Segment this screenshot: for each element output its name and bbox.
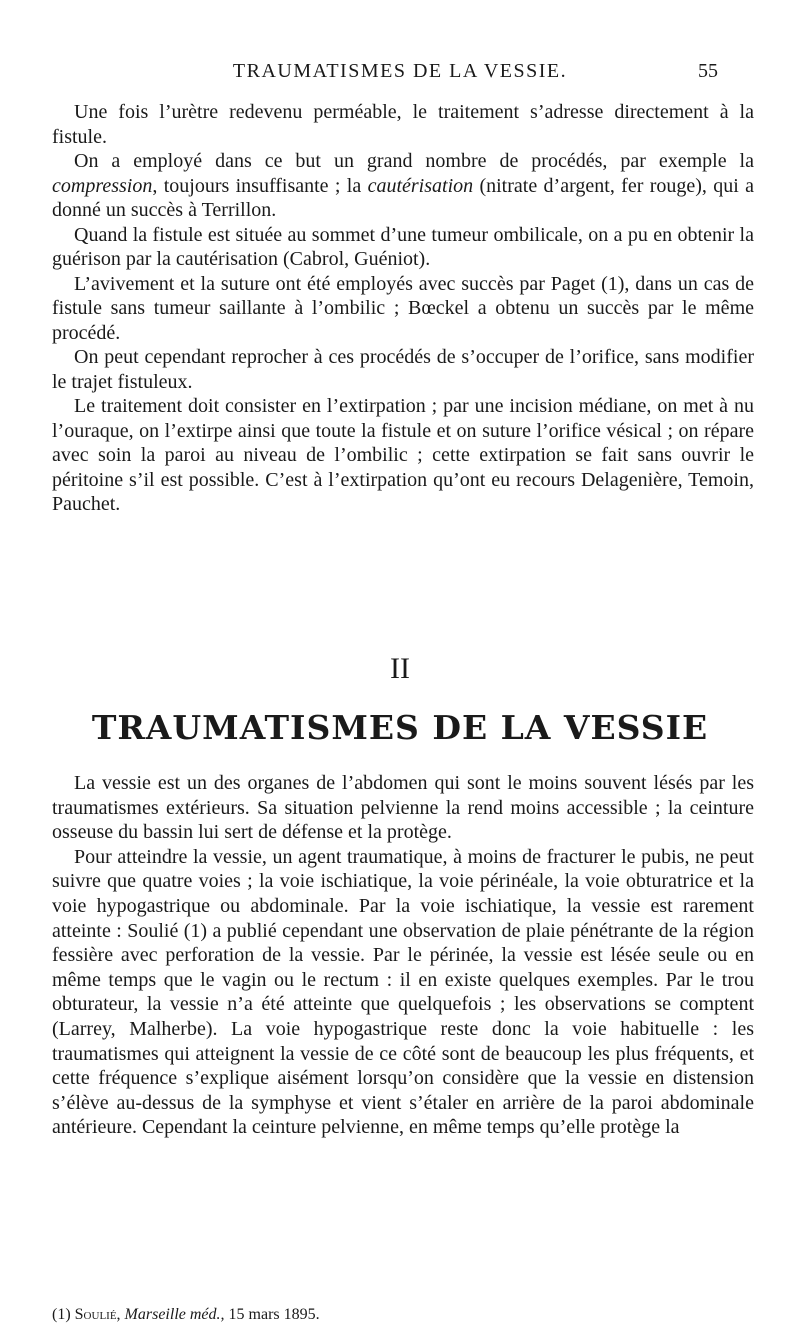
paragraph (52, 149, 754, 223)
text-run: , toujours insuffisante ; la (152, 174, 368, 197)
italic-term: compression (52, 174, 153, 197)
text-run: Quand la fistule est située au sommet d’une tumeur ombilicale, on a pu en obtenir la guérison par la cautérisation (Cabrol, Guéniot). (52, 223, 754, 270)
footnote-author: Soulié, (74, 1306, 121, 1323)
running-title: TRAUMATISMES DE LA VESSIE. (232, 60, 568, 82)
section-title: TRAUMATISMES DE LA VESSIE (91, 708, 709, 747)
page-number: 55 (698, 60, 718, 82)
text-run: La vessie est un des organes de l’abdomen qui sont le moins souvent lésés par les traumatismes extérieurs. Sa situation pelvienne la rend moins accessible ; la ceinture osseuse du bassin lui sert de défense et la protège. (52, 772, 754, 844)
paragraph (52, 100, 754, 149)
paragraph (52, 771, 754, 845)
italic-term: cautérisation (367, 174, 474, 197)
section-number: II (390, 652, 410, 685)
text-run: On peut cependant reprocher à ces procédés de s’occuper de l’orifice, sans modifier le trajet fistuleux. (52, 346, 754, 393)
paragraph (52, 223, 754, 272)
text-run: Une fois l’urètre redevenu perméable, le traitement s’adresse directement à la fistule. (52, 101, 754, 148)
text-run: On a employé dans ce but un grand nombre de procédés, par exemple la (74, 150, 754, 172)
running-head (0, 60, 800, 88)
section-2-body (52, 771, 754, 1140)
paragraph (52, 345, 754, 394)
footnote-date: 15 mars 1895. (228, 1306, 320, 1323)
text-run: L’avivement et la suture ont été employés avec succès par Paget (1), dans un cas de fistule sans tumeur saillante à l’ombilic ; Bœckel a obtenu un succès par le même procédé. (52, 272, 754, 344)
footnote-marker: (1) (52, 1306, 71, 1323)
text-run: Pour atteindre la vessie, un agent traumatique, à moins de fracturer le pubis, ne peut suivre que quatre voies ; la voie ischiatique, la voie périnéale, la voie obturatrice et la voie hypogastrique ou abdominale. Par la voie ischiatique, la vessie est rarement atteinte : Soulié (1) a publié cependant une observation de plaie pénétrante de la région fessière avec perforation de la vessie. Par le périnée, la vessie est lésée seule ou en même temps que le vagin ou le rectum : il en existe quelques exemples. Par le trou obturateur, la vessie n’a été atteinte que quelquefois ; les observations se comptent (Larrey, Malherbe). La voie hypogastrique reste donc la voie habituelle : les traumatismes qui atteignent la vessie de ce côté sont de beaucoup les plus fréquents, et cette fréquence s’explique aisément lorsqu’on considère que la vessie en distension s’élève au-dessus de la symphyse et vient s’étaler en arrière de la paroi abdominale antérieure. Cependant la ceinture pelvienne, en même temps qu’elle protège la (52, 845, 754, 1139)
footnote (52, 1306, 320, 1324)
paragraph (52, 845, 754, 1140)
paragraph (52, 272, 754, 346)
text-run: (nitrate d’argent, fer rouge), qui a donné un succès à Terrillon. (52, 174, 755, 221)
text-run: Le traitement doit consister en l’extirpation ; par une incision médiane, on met à nu l’ouraque, on l’extirpe ainsi que toute la fistule et on suture l’orifice vésical ; on répare avec soin la paroi au niveau de l’ombilic ; cette extirpation se fait sans ouvrir le péritoine s’il est possible. C’est à l’extirpation qu’ont eu recours Delagenière, Temoin, Pauchet. (52, 395, 754, 515)
paragraph (52, 394, 754, 517)
footnote-journal: Marseille méd., (124, 1306, 225, 1323)
section-1-body (52, 100, 754, 517)
